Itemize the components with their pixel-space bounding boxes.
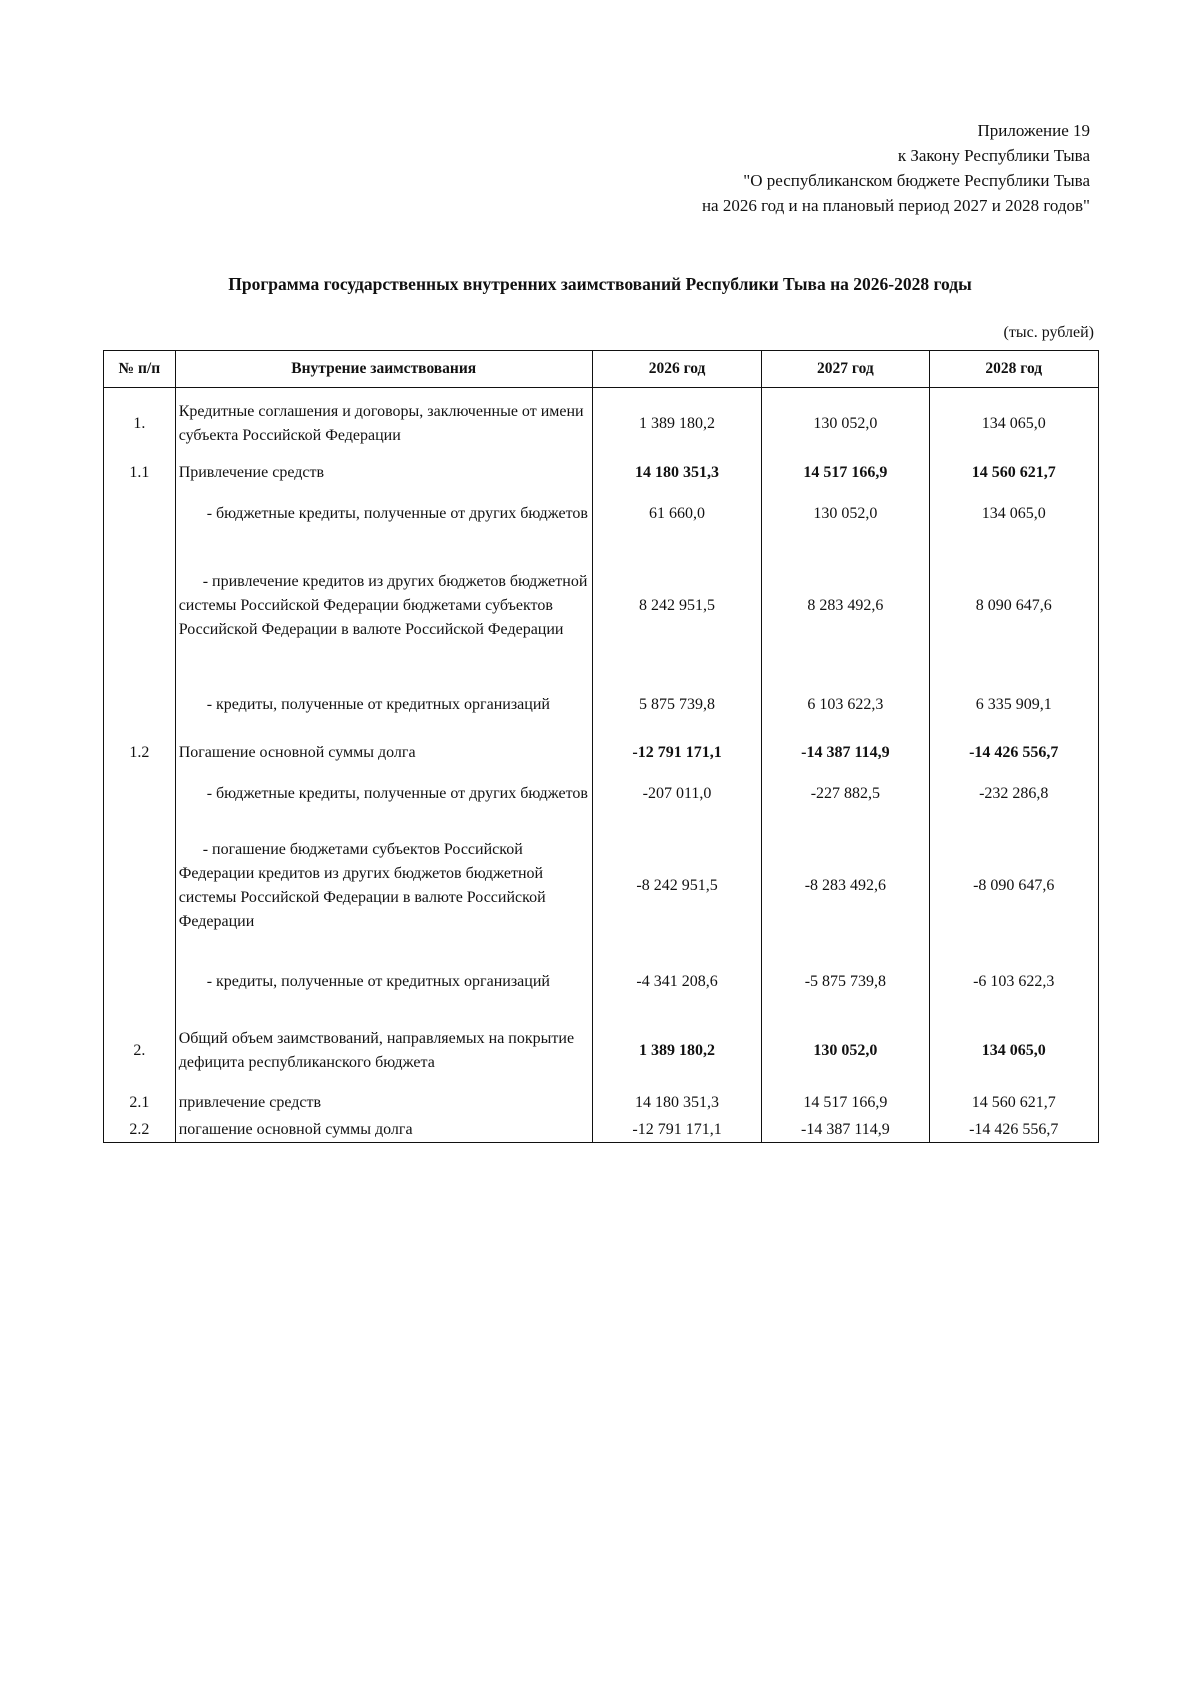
- row-number: 2.: [104, 1014, 176, 1088]
- value-2028: -14 426 556,7: [929, 740, 1098, 766]
- row-number: 2.1: [104, 1088, 176, 1118]
- value-2028: -14 426 556,7: [929, 1118, 1098, 1143]
- table-header-row: [104, 351, 1099, 388]
- value-2026: -12 791 171,1: [592, 740, 761, 766]
- value-2028: 14 560 621,7: [929, 1088, 1098, 1118]
- row-number: [104, 542, 176, 670]
- document-title: Программа государственных внутренних заимствований Республики Тыва на 2026-2028 годы: [228, 274, 972, 294]
- table-row: [104, 1088, 1099, 1118]
- value-2027: 14 517 166,9: [762, 460, 929, 486]
- value-2027: -14 387 114,9: [762, 1118, 929, 1143]
- value-2028: 134 065,0: [929, 486, 1098, 542]
- column-header-2027: 2027 год: [762, 351, 929, 388]
- value-2027: 14 517 166,9: [762, 1088, 929, 1118]
- table-row: [104, 740, 1099, 766]
- row-name: - бюджетные кредиты, полученные от других бюджетов: [175, 486, 592, 542]
- table-row: [104, 1014, 1099, 1088]
- value-2028: 134 065,0: [929, 1014, 1098, 1088]
- law-title-line2: на 2026 год и на плановый период 2027 и 2028 годов": [701, 196, 1090, 215]
- row-number: 1.1: [104, 460, 176, 486]
- value-2028: -8 090 647,6: [929, 822, 1098, 950]
- table-row: [104, 542, 1099, 670]
- value-2026: 1 389 180,2: [592, 1014, 761, 1088]
- appendix-header: [702, 118, 1090, 218]
- column-header-name: Внутрение заимствования: [175, 351, 592, 388]
- table-row: [104, 460, 1099, 486]
- law-reference: к Закону Республики Тыва: [897, 146, 1090, 165]
- table-row: [104, 766, 1099, 822]
- value-2027: 130 052,0: [762, 486, 929, 542]
- row-number: [104, 950, 176, 1014]
- row-name: Кредитные соглашения и договоры, заключенные от имени субъекта Российской Федерации: [175, 388, 592, 460]
- table-row: [104, 1118, 1099, 1143]
- column-header-2028: 2028 год: [929, 351, 1098, 388]
- row-number: [104, 670, 176, 740]
- value-2028: -232 286,8: [929, 766, 1098, 822]
- column-header-2026: 2026 год: [592, 351, 761, 388]
- row-name: - кредиты, полученные от кредитных организаций: [175, 950, 592, 1014]
- value-2028: 8 090 647,6: [929, 542, 1098, 670]
- row-number: [104, 822, 176, 950]
- value-2028: 6 335 909,1: [929, 670, 1098, 740]
- row-number: [104, 486, 176, 542]
- table-row: [104, 486, 1099, 542]
- row-number: [104, 766, 176, 822]
- table-row: [104, 950, 1099, 1014]
- value-2027: 8 283 492,6: [762, 542, 929, 670]
- value-2026: -207 011,0: [592, 766, 761, 822]
- value-2026: 14 180 351,3: [592, 1088, 761, 1118]
- value-2027: 130 052,0: [762, 388, 929, 460]
- value-2027: -8 283 492,6: [762, 822, 929, 950]
- value-2026: 61 660,0: [592, 486, 761, 542]
- value-2027: -5 875 739,8: [762, 950, 929, 1014]
- row-name: - погашение бюджетами субъектов Российской Федерации кредитов из других бюджетов бюджетной системы Российской Федерации в валюте Российской Федерации: [175, 822, 592, 950]
- borrowings-table: [103, 350, 1099, 1143]
- value-2026: -4 341 208,6: [592, 950, 761, 1014]
- row-name: Привлечение средств: [175, 460, 592, 486]
- row-name: - бюджетные кредиты, полученные от других бюджетов: [175, 766, 592, 822]
- value-2027: 6 103 622,3: [762, 670, 929, 740]
- value-2026: 5 875 739,8: [592, 670, 761, 740]
- row-name: - кредиты, полученные от кредитных организаций: [175, 670, 592, 740]
- value-2026: 8 242 951,5: [592, 542, 761, 670]
- value-2026: 1 389 180,2: [592, 388, 761, 460]
- value-2026: -8 242 951,5: [592, 822, 761, 950]
- table-row: [104, 670, 1099, 740]
- value-2027: -14 387 114,9: [762, 740, 929, 766]
- appendix-number: Приложение 19: [977, 121, 1090, 140]
- value-2026: 14 180 351,3: [592, 460, 761, 486]
- row-name: Общий объем заимствований, направляемых на покрытие дефицита республиканского бюджета: [175, 1014, 592, 1088]
- value-2028: -6 103 622,3: [929, 950, 1098, 1014]
- value-2028: 14 560 621,7: [929, 460, 1098, 486]
- row-name: - привлечение кредитов из других бюджетов бюджетной системы Российской Федерации бюджетами субъектов Российской Федерации в валюте Российской Федерации: [175, 542, 592, 670]
- law-title-line1: "О республиканском бюджете Республики Тыва: [743, 171, 1090, 190]
- table-row: [104, 822, 1099, 950]
- table-row: [104, 388, 1099, 460]
- value-2027: 130 052,0: [762, 1014, 929, 1088]
- units-label: (тыс. рублей): [1003, 324, 1094, 341]
- row-name: привлечение средств: [175, 1088, 592, 1118]
- value-2026: -12 791 171,1: [592, 1118, 761, 1143]
- row-name: погашение основной суммы долга: [175, 1118, 592, 1143]
- value-2028: 134 065,0: [929, 388, 1098, 460]
- row-number: 1.2: [104, 740, 176, 766]
- row-number: 1.: [104, 388, 176, 460]
- row-number: 2.2: [104, 1118, 176, 1143]
- column-header-num: № п/п: [104, 351, 176, 388]
- value-2027: -227 882,5: [762, 766, 929, 822]
- row-name: Погашение основной суммы долга: [175, 740, 592, 766]
